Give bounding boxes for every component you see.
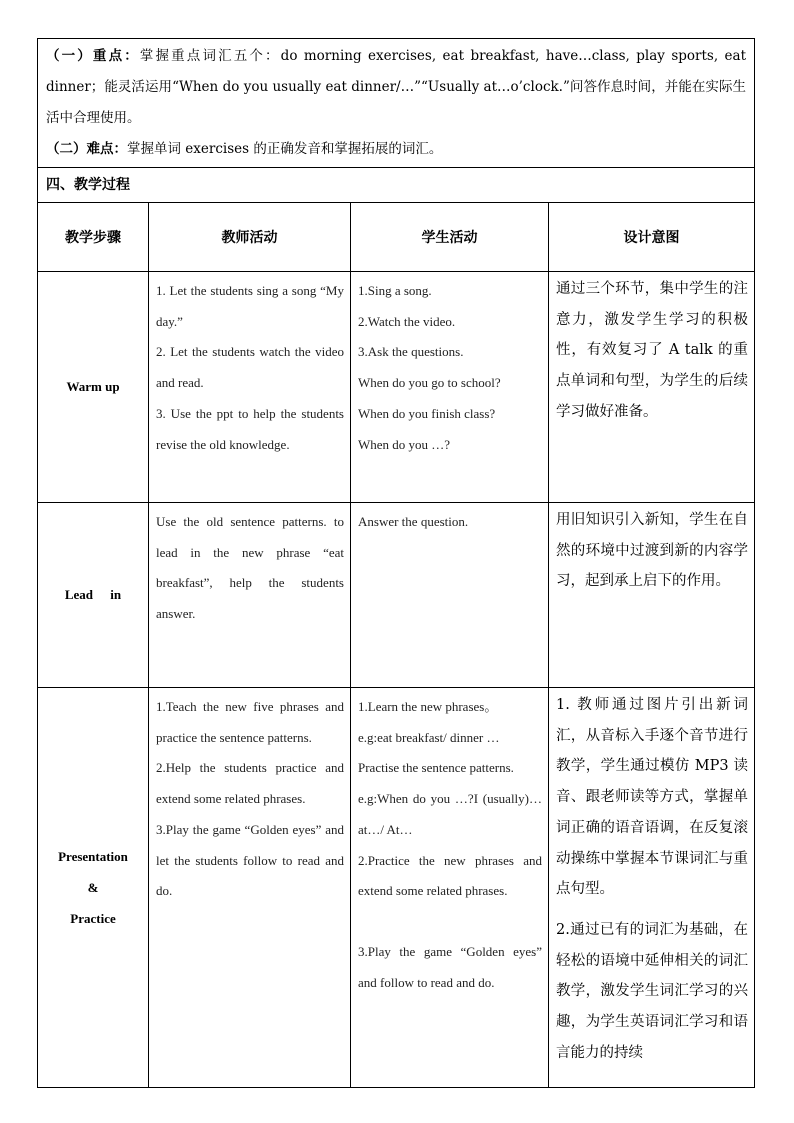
step-label: Lead in <box>38 503 149 688</box>
student-activity-item: e.g:eat breakfast/ dinner … <box>358 729 500 745</box>
student-activity-item: Practise the sentence patterns. <box>358 760 514 776</box>
teacher-activity-item: 3.Play the game “Golden eyes” and let the students follow to read and do. <box>156 821 344 899</box>
lesson-plan-document <box>37 38 754 1088</box>
step-label-line: & <box>87 880 99 895</box>
difficult-points-paragraph <box>46 134 746 165</box>
teacher-activity-item: 1. Let the students sing a song “My day.” <box>156 283 344 329</box>
header-design-intent: 设计意图 <box>549 203 755 272</box>
teacher-activity-item: 2.Help the students practice and extend some related phrases. <box>156 760 344 807</box>
student-activity-item: 2.Watch the video. <box>358 313 456 329</box>
teacher-activity-item: Use the old sentence patterns. to lead in the new phrase “eat breakfast”, help the students answer. <box>156 514 344 622</box>
table-header-row <box>38 203 755 272</box>
teacher-activity-cell <box>149 503 351 688</box>
table-row-warm-up <box>38 272 755 503</box>
teacher-activity-item: 1.Teach the new five phrases and practice the sentence patterns. <box>156 699 344 745</box>
header-step: 教学步骤 <box>38 203 149 272</box>
teacher-activity-cell <box>149 688 351 1088</box>
design-intent-text: 1. 教师通过图片引出新词汇，从音标入手逐个音节进行教学，学生通过模仿 MP3 读音、跟老师读等方式，掌握单词正确的语音语调，在反复滚动操练中掌握本节课词汇与重点句型。 <box>556 697 749 898</box>
header-teacher-activity: 教师活动 <box>149 203 351 272</box>
difficult-points-label: （二）难点： <box>46 141 127 157</box>
step-label: Warm up <box>38 272 149 503</box>
step-label-line: Presentation <box>58 849 128 864</box>
step-label <box>38 688 149 1088</box>
key-points-text: 掌握重点词汇五个：do morning exercises, eat breakfast, have…class, play sports, eat dinner；能灵活运用“When do you usually eat dinner/…”“Usually at…o’clock.”问答作息时间，并能在实际生活中合理使用。 <box>46 48 747 126</box>
teacher-activity-item: 3. Use the ppt to help the students revise the old knowledge. <box>156 405 344 452</box>
section-title: 四、教学过程 <box>38 168 755 203</box>
step-label-line: Practice <box>70 911 116 926</box>
key-points-label: （一）重点： <box>46 48 140 64</box>
student-activity-item: 3.Play the game “Golden eyes” and follow to read and do. <box>358 943 542 990</box>
lesson-plan-table <box>37 38 755 1088</box>
table-row-presentation-practice <box>38 688 755 1088</box>
key-points-paragraph <box>46 41 746 134</box>
table-row-lead-in <box>38 503 755 688</box>
design-intent-cell <box>549 272 755 503</box>
design-intent-cell <box>549 688 755 1088</box>
student-activity-item: When do you finish class? <box>358 405 496 421</box>
student-activity-item: 1.Sing a song. <box>358 283 432 298</box>
student-activity-item: When do you go to school? <box>358 375 501 391</box>
student-activity-item: 1.Learn the new phrases。 <box>358 699 498 714</box>
design-intent-text: 通过三个环节，集中学生的注意力，激发学生学习的积极性，有效复习了 A talk 的重点单词和句型，为学生的后续学习做好准备。 <box>556 281 749 420</box>
difficult-points-text: 掌握单词 exercises 的正确发音和掌握拓展的词汇。 <box>127 141 443 157</box>
design-intent-text: 用旧知识引入新知，学生在自然的环境中过渡到新的内容学习，起到承上启下的作用。 <box>556 512 749 590</box>
student-activity-item: e.g:When do you …?I (usually)…at…/ At… <box>358 791 542 837</box>
spacer <box>358 907 542 937</box>
header-student-activity: 学生活动 <box>351 203 549 272</box>
student-activity-item: 3.Ask the questions. <box>358 344 464 360</box>
student-activity-item: Answer the question. <box>358 514 469 529</box>
student-activity-cell <box>351 272 549 503</box>
design-intent-text: 2.通过已有的词汇为基础，在轻松的语境中延伸相关的词汇教学，激发学生词汇学习的兴趣，为学生英语词汇学习和语言能力的持续 <box>556 921 749 1061</box>
design-intent-cell <box>549 503 755 688</box>
objectives-cell <box>38 39 755 168</box>
teacher-activity-item: 2. Let the students watch the video and read. <box>156 344 344 391</box>
student-activity-item: 2.Practice the new phrases and extend some related phrases. <box>358 852 542 899</box>
section-title-row <box>38 168 755 203</box>
objectives-row <box>38 39 755 168</box>
teacher-activity-cell <box>149 272 351 503</box>
student-activity-cell <box>351 503 549 688</box>
student-activity-cell <box>351 688 549 1088</box>
student-activity-item: When do you …? <box>358 436 451 452</box>
